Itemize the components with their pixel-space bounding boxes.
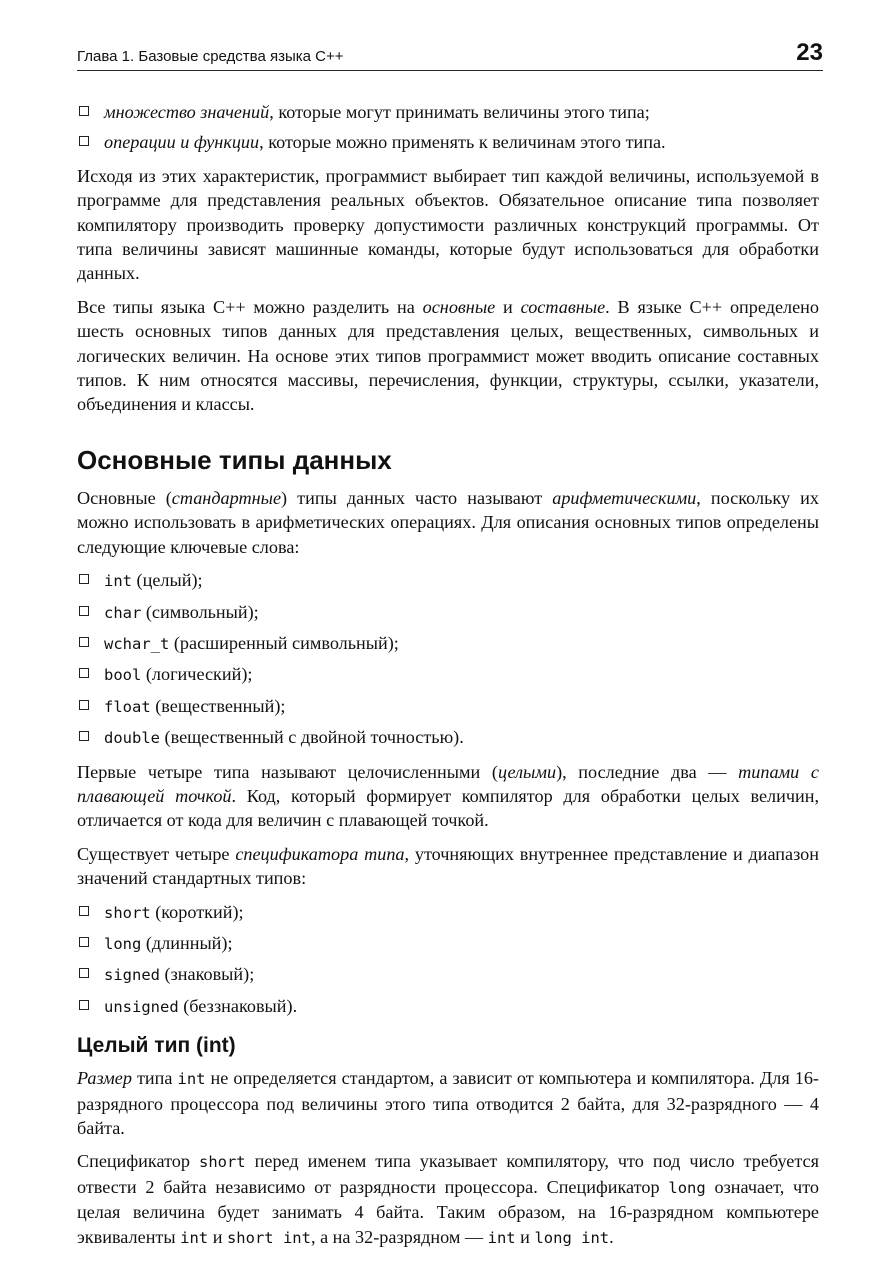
section-heading: Основные типы данных — [77, 444, 392, 475]
checkbox-bullet-icon — [79, 906, 89, 916]
code-keyword: bool — [104, 666, 142, 685]
list-item — [77, 100, 819, 124]
checkbox-bullet-icon — [79, 1000, 89, 1010]
checkbox-bullet-icon — [79, 700, 89, 710]
list-item: long (длинный); — [77, 931, 819, 956]
list-item: bool (логический); — [77, 662, 819, 687]
checkbox-bullet-icon — [79, 574, 89, 584]
paragraph: Размер типа int не определяется стандартом, а зависит от компьютера и компилятора. Для 16-разрядного процессора под величины этого типа отводится 2 байта, для 32-разрядного — 4 байта. — [77, 1068, 819, 1138]
emphasis: Размер — [77, 1068, 132, 1089]
emphasis: типами с плавающей точкой — [77, 761, 819, 806]
paragraph: Исходя из этих характеристик, программист выбирает тип каждой величины, используемой в программе для представления реальных объектов. Обязательное описание типа позволяет компилятору производить проверку допустимости различных конструкций программы. От типа величины зависят машинные команды, которые будут использоваться для обработки данных. — [77, 165, 819, 284]
code-keyword: wchar_t — [104, 634, 170, 653]
code-keyword: long — [668, 1178, 706, 1197]
emphasis: составные — [520, 296, 606, 317]
code-keyword: float — [104, 697, 151, 716]
checkbox-bullet-icon — [79, 606, 89, 616]
type-specifiers-list — [77, 900, 819, 1020]
list-item: signed (знаковый); — [77, 962, 819, 987]
code-keyword: char — [104, 603, 142, 622]
checkbox-bullet-icon — [79, 968, 89, 978]
list-item: wchar_t (расширенный символьный); — [77, 631, 819, 656]
emphasis: множество значений — [104, 102, 270, 122]
emphasis: операции и функции — [104, 132, 260, 153]
list-item: float (вещественный); — [77, 694, 819, 719]
list-item: char (символьный); — [77, 600, 819, 625]
checkbox-bullet-icon — [79, 668, 89, 678]
code-keyword: long int — [534, 1228, 610, 1247]
list-item — [77, 130, 819, 154]
emphasis: основные — [422, 296, 496, 317]
code-keyword: signed — [104, 966, 160, 985]
paragraph: Спецификатор short перед именем типа указывает компилятору, что под число требуется отвести 2 байта независимо от разрядности процессора. Спецификатор long означает, что целая величина будет занимать 4 байта. Таким образом, на 16-разрядном компьютере эквиваленты int и short int, а на 32-разрядном — int и long int. — [77, 1151, 820, 1247]
checkbox-bullet-icon — [79, 637, 89, 647]
running-header — [77, 40, 823, 71]
paragraph: Все типы языка С++ можно разделить на основные и составные. В языке С++ определено шесть основных типов данных для представления целых, вещественных, символьных и логических величин. На основе этих типов программист может вводить описание составных типов. К ним относятся массивы, перечисления, функции, структуры, ссылки, указатели, объединения и классы. — [77, 296, 819, 415]
code-keyword: short int — [226, 1228, 311, 1247]
list-item: int (целый); — [77, 568, 819, 593]
checkbox-bullet-icon — [79, 937, 89, 947]
paragraph: Первые четыре типа называют целочисленными (целыми), последние два — типами с плавающей точкой. Код, который формирует компилятор для обработки целых величин, отличается от кода для величин с плавающей точкой. — [77, 761, 820, 831]
code-keyword: short — [198, 1153, 246, 1172]
page-content — [77, 100, 819, 1259]
code-keyword: unsigned — [104, 997, 179, 1016]
code-keyword: short — [104, 903, 151, 922]
subsection-heading: Целый тип (int) — [77, 1034, 236, 1058]
code-keyword: int — [104, 572, 132, 591]
paragraph: Существует четыре спецификатора типа, уточняющих внутреннее представление и диапазон значений стандартных типов: — [77, 843, 819, 889]
code-keyword: int — [487, 1228, 516, 1247]
code-keyword: long — [104, 934, 142, 953]
paragraph: Основные (стандартные) типы данных часто называют арифметическими, поскольку их можно использовать в арифметических операциях. Для описания основных типов определены следующие ключевые слова: — [77, 487, 819, 557]
code-keyword: int — [177, 1070, 206, 1089]
checkbox-bullet-icon — [79, 731, 89, 741]
code-keyword: double — [104, 729, 160, 748]
type-characteristics-list — [77, 100, 819, 155]
list-item: short (короткий); — [77, 900, 819, 925]
emphasis: целыми — [497, 761, 557, 782]
basic-types-list — [77, 568, 819, 750]
page-number: 23 — [796, 39, 823, 66]
list-item: double (вещественный с двойной точностью). — [77, 725, 819, 750]
chapter-title: Глава 1. Базовые средства языка С++ — [77, 48, 344, 65]
emphasis: стандартные — [171, 487, 282, 508]
code-keyword: int — [180, 1228, 209, 1247]
checkbox-bullet-icon — [79, 136, 89, 146]
emphasis: спецификатора типа — [235, 843, 405, 864]
list-item-text: , которые могут принимать величины этого типа; — [269, 102, 650, 122]
emphasis: арифметическими — [552, 487, 697, 508]
list-item: unsigned (беззнаковый). — [77, 994, 819, 1019]
checkbox-bullet-icon — [79, 106, 89, 116]
list-item-text: , которые можно применять к величинам этого типа. — [259, 132, 666, 153]
